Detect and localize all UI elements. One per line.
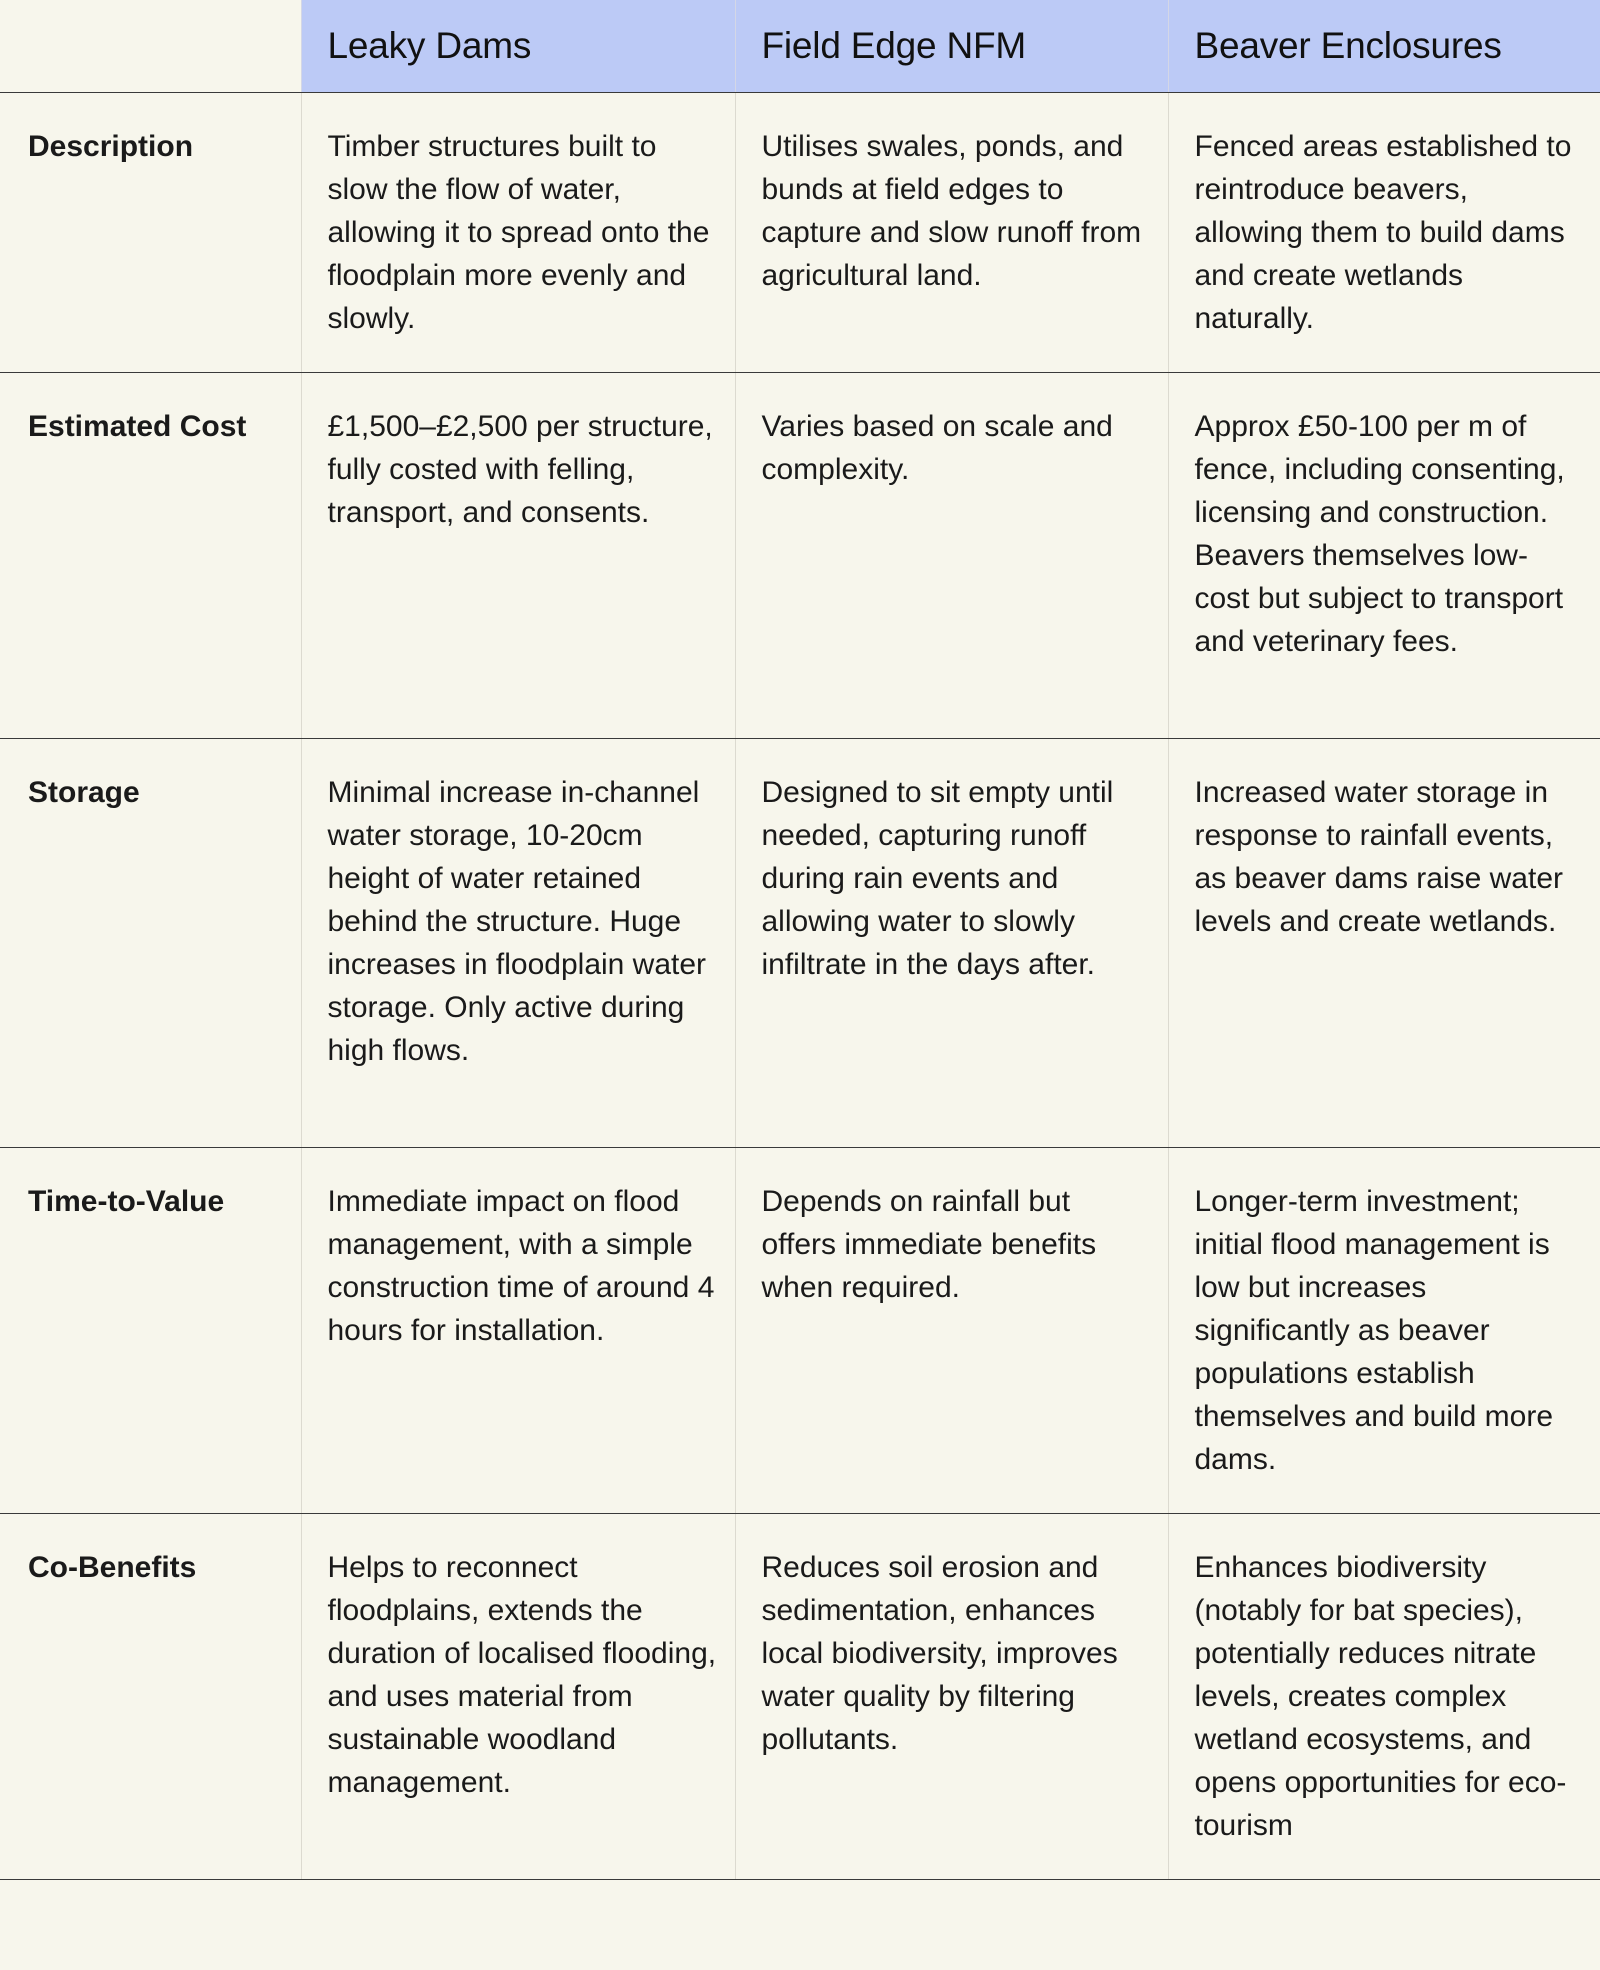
table-cell: Varies based on scale and complexity. — [735, 373, 1168, 739]
table-cell: Fenced areas established to reintroduce beavers, allowing them to build dams and create wetlands naturally. — [1168, 93, 1600, 373]
table-cell: Minimal increase in-channel water storage, 10-20cm height of water retained behind the structure. Huge increases in floodplain water storage. Only active during high flows. — [301, 739, 735, 1148]
row-label: Description — [0, 93, 301, 373]
table-header — [0, 0, 1600, 93]
header-corner-cell — [0, 0, 301, 93]
row-label: Time-to-Value — [0, 1148, 301, 1514]
column-header-field-edge-nfm: Field Edge NFM — [735, 0, 1168, 93]
table-row-description — [0, 93, 1600, 373]
table-row-storage — [0, 739, 1600, 1148]
table-cell: Approx £50-100 per m of fence, including consenting, licensing and construction. Beavers themselves low-cost but subject to transport and veterinary fees. — [1168, 373, 1600, 739]
table-cell: Utilises swales, ponds, and bunds at field edges to capture and slow runoff from agricultural land. — [735, 93, 1168, 373]
row-label: Storage — [0, 739, 301, 1148]
table-row-time-to-value — [0, 1148, 1600, 1514]
table-cell: Depends on rainfall but offers immediate benefits when required. — [735, 1148, 1168, 1514]
table-cell: Helps to reconnect floodplains, extends the duration of localised flooding, and uses material from sustainable woodland management. — [301, 1514, 735, 1880]
table-cell: Increased water storage in response to rainfall events, as beaver dams raise water levels and create wetlands. — [1168, 739, 1600, 1148]
table-cell: Enhances biodiversity (notably for bat species), potentially reduces nitrate levels, creates complex wetland ecosystems, and opens opportunities for eco-tourism — [1168, 1514, 1600, 1880]
table-cell: Designed to sit empty until needed, capturing runoff during rain events and allowing water to slowly infiltrate in the days after. — [735, 739, 1168, 1148]
table-cell: Immediate impact on flood management, with a simple construction time of around 4 hours for installation. — [301, 1148, 735, 1514]
table-row-estimated-cost — [0, 373, 1600, 739]
row-label: Estimated Cost — [0, 373, 301, 739]
column-header-beaver-enclosures: Beaver Enclosures — [1168, 0, 1600, 93]
table-cell: Longer-term investment; initial flood management is low but increases significantly as beaver populations establish themselves and build more dams. — [1168, 1148, 1600, 1514]
table-cell: Timber structures built to slow the flow of water, allowing it to spread onto the floodplain more evenly and slowly. — [301, 93, 735, 373]
table-body — [0, 93, 1600, 1880]
header-row — [0, 0, 1600, 93]
row-label: Co-Benefits — [0, 1514, 301, 1880]
table-row-co-benefits — [0, 1514, 1600, 1880]
table-cell: Reduces soil erosion and sedimentation, enhances local biodiversity, improves water quality by filtering pollutants. — [735, 1514, 1168, 1880]
table-cell: £1,500–£2,500 per structure, fully costed with felling, transport, and consents. — [301, 373, 735, 739]
column-header-leaky-dams: Leaky Dams — [301, 0, 735, 93]
